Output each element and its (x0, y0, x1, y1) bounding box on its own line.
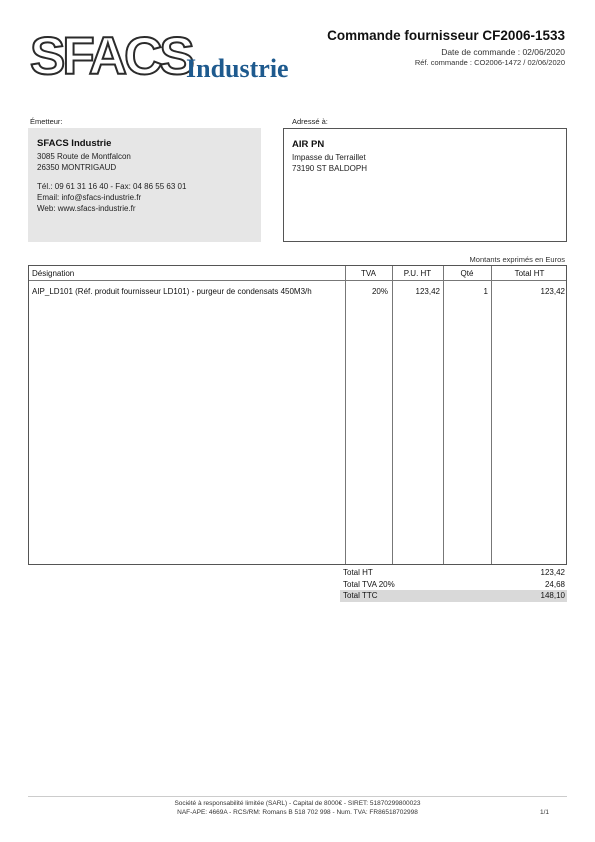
header-total-ht: Total HT (514, 269, 545, 278)
recipient-address-line2: 73190 ST BALDOPH (292, 164, 368, 173)
total-ttc-value: 148,10 (540, 591, 565, 600)
sender-name: SFACS Industrie (37, 138, 112, 149)
header-quantity: Qté (460, 269, 474, 278)
footer-legal-line2: NAF-APE: 4669A - RCS/RM: Romans B 518 702 998 - Num. TVA: FR86518702998 (177, 809, 418, 816)
table-header-divider (29, 280, 566, 281)
recipient-address-line1: Impasse du Terraillet (292, 153, 366, 162)
recipient-label: Adressé à: (292, 117, 328, 126)
sender-web: Web: www.sfacs-industrie.fr (37, 204, 136, 213)
sender-phone: Tél.: 09 61 31 16 40 - Fax: 04 86 55 63 01 (37, 182, 187, 191)
totals-block (340, 567, 567, 602)
sender-box (28, 128, 261, 242)
sender-email: Email: info@sfacs-industrie.fr (37, 193, 142, 202)
recipient-name: AIR PN (292, 139, 325, 150)
items-table (28, 265, 567, 565)
sender-label: Émetteur: (30, 117, 63, 126)
row-unit-price: 123,42 (415, 287, 440, 296)
total-tva-row (340, 579, 567, 591)
company-logo (30, 27, 315, 88)
total-tva-label: Total TVA 20% (343, 579, 395, 589)
row-tva: 20% (371, 287, 388, 296)
sender-address-line1: 3085 Route de Montfalcon (37, 152, 131, 161)
total-tva-value: 24,68 (544, 579, 565, 589)
sender-address-line2: 26350 MONTRIGAUD (37, 163, 117, 172)
footer-legal-line1: Société à responsabilité limitée (SARL) - Capital de 8000€ - SIRET: 51870299800023 (174, 800, 421, 807)
logo-sfacs-text: SFACS (30, 27, 192, 86)
currency-note: Montants exprimés en Euros (469, 255, 565, 264)
column-divider (491, 266, 492, 564)
row-designation: AIP_LD101 (Réf. produit fournisseur LD101) - purgeur de condensats 450M3/h (32, 287, 312, 296)
column-divider (443, 266, 444, 564)
order-date: Date de commande : 02/06/2020 (441, 47, 565, 57)
row-quantity: 1 (483, 287, 488, 296)
recipient-box (283, 128, 567, 242)
document-title: Commande fournisseur CF2006-1533 (327, 28, 565, 43)
row-total-ht: 123,42 (540, 287, 565, 296)
total-ht-value: 123,42 (540, 568, 565, 577)
total-ttc-label: Total TTC (343, 591, 378, 600)
logo-industrie-text: Industrie (186, 54, 289, 83)
column-divider (392, 266, 393, 564)
page-number: 1/1 (539, 809, 549, 816)
column-divider (345, 266, 346, 564)
order-reference: Réf. commande : CO2006-1472 / 02/06/2020 (414, 58, 565, 67)
total-ht-label: Total HT (343, 568, 373, 577)
footer-divider (28, 796, 567, 797)
header-unit-price: P.U. HT (403, 269, 432, 278)
header-designation: Désignation (32, 269, 75, 278)
total-ttc-row (340, 590, 567, 602)
header-tva: TVA (361, 269, 376, 278)
total-ht-row (340, 567, 567, 579)
